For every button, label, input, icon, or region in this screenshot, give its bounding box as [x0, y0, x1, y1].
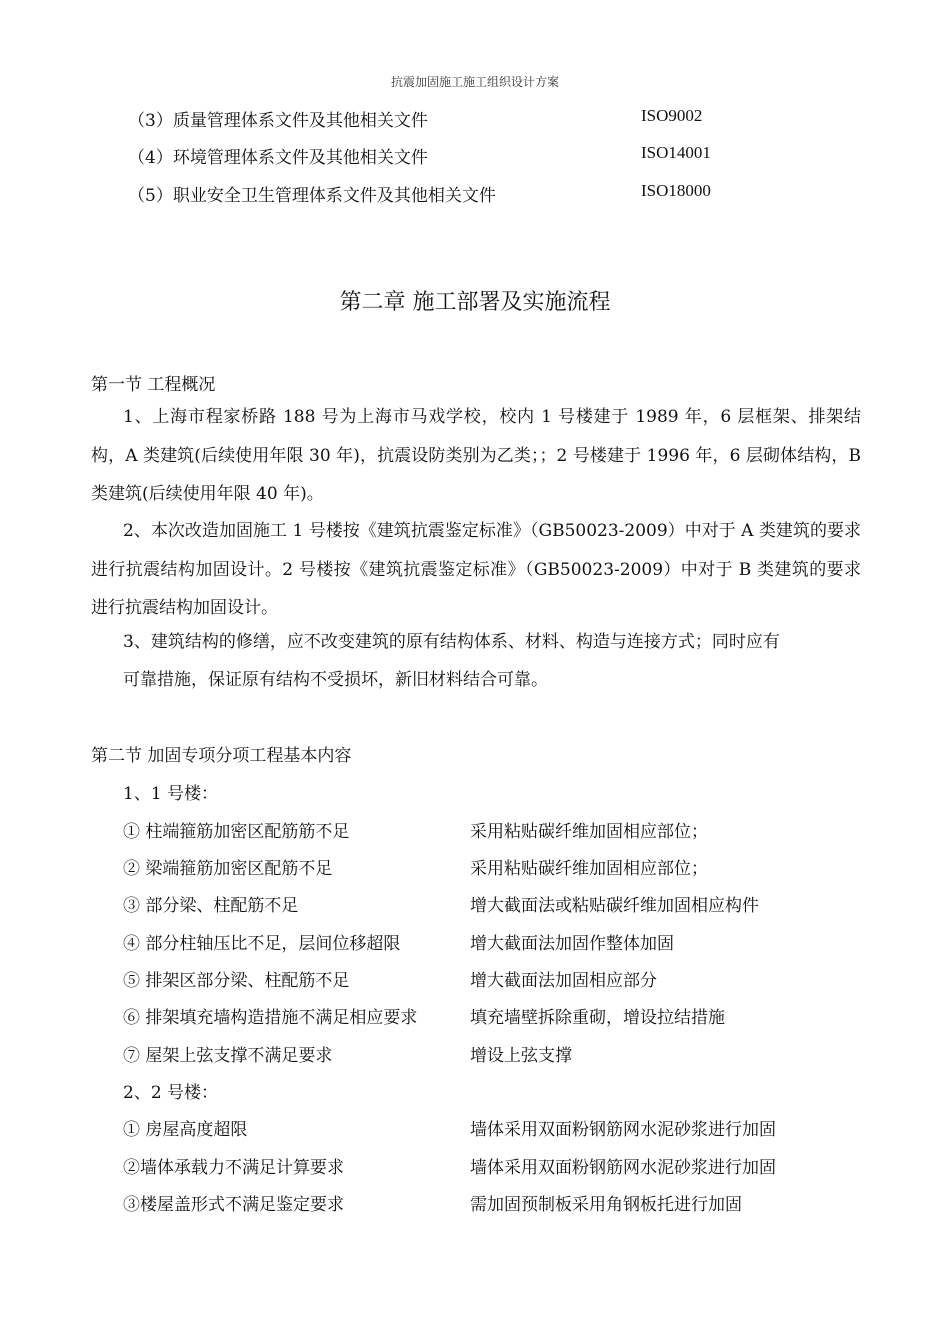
iso-list-item [128, 181, 828, 207]
list-item [123, 929, 863, 955]
measure-text: 增大截面法加固相应部分 [470, 971, 657, 991]
paragraph-2: 2、本次改造加固施工 1 号楼按《建筑抗震鉴定标准》（GB50023-2009）中对于 A 类建筑的要求进行抗震结构加固设计。2 号楼按《建筑抗震鉴定标准》（GB50023-2009）中对于 B 类建筑的要求进行抗震结构加固设计。 [91, 521, 861, 618]
section-title: 第一节 工程概况 [91, 375, 216, 395]
problem-text: ③楼屋盖形式不满足鉴定要求 [123, 1195, 344, 1215]
measure-text: 采用粘贴碳纤维加固相应部位； [470, 822, 708, 842]
iso-item-standard: ISO18000 [641, 181, 711, 200]
problem-text: ⑦ 屋架上弦支撑不满足要求 [123, 1046, 333, 1066]
problem-text: ② 梁端箍筋加密区配筋不足 [123, 859, 333, 879]
list-item [123, 854, 863, 880]
iso-item-text: （4）环境管理体系文件及其他相关文件 [128, 148, 428, 168]
iso-item-text: （3）质量管理体系文件及其他相关文件 [128, 111, 428, 131]
iso-item-standard: ISO14001 [641, 143, 711, 162]
problem-text: ① 柱端箍筋加密区配筋筋不足 [123, 822, 350, 842]
iso-item-standard: ISO9002 [641, 106, 703, 125]
paragraph-3-line-2: 可靠措施，保证原有结构不受损坏，新旧材料结合可靠。 [123, 669, 548, 690]
paragraph-1: 1、上海市程家桥路 188 号为上海市马戏学校，校内 1 号楼建于 1989 年，6 层框架、排架结构，A 类建筑(后续使用年限 30 年)，抗震设防类别为乙类；；2 号楼建于 1996 年，6 层砌体结构，B 类建筑(后续使用年限 40 年)。 [91, 407, 861, 504]
problem-text: ④ 部分柱轴压比不足，层间位移超限 [123, 934, 401, 954]
list-item [123, 1190, 863, 1216]
list-item [123, 891, 863, 917]
iso-list-item [128, 106, 828, 132]
paragraph-3-line-1: 3、建筑结构的修缮，应不改变建筑的原有结构体系、材料、构造与连接方式；同时应有 [123, 632, 780, 652]
measure-text: 增设上弦支撑 [470, 1046, 572, 1066]
list-item [123, 817, 863, 843]
measure-text: 填充墙壁拆除重砌，增设拉结措施 [470, 1008, 725, 1028]
measure-text: 墙体采用双面粉钢筋网水泥砂浆进行加固 [470, 1120, 776, 1140]
problem-text: ③ 部分梁、柱配筋不足 [123, 896, 299, 916]
iso-list-item [128, 143, 828, 169]
list-item [123, 1153, 863, 1179]
measure-text: 增大截面法加固作整体加固 [470, 934, 674, 954]
problem-text: ⑥ 排架填充墙构造措施不满足相应要求 [123, 1008, 418, 1028]
problem-text: ① 房屋高度超限 [123, 1120, 248, 1140]
iso-item-text: （5）职业安全卫生管理体系文件及其他相关文件 [128, 186, 496, 206]
list-item [123, 1041, 863, 1067]
building-1-title: 1、1 号楼： [123, 784, 219, 804]
chapter-title: 第二章 施工部署及实施流程 [339, 290, 611, 315]
measure-text: 墙体采用双面粉钢筋网水泥砂浆进行加固 [470, 1158, 776, 1178]
list-item [123, 966, 863, 992]
paragraph-3 [91, 624, 861, 699]
problem-text: ②墙体承载力不满足计算要求 [123, 1158, 344, 1178]
list-item [123, 1003, 863, 1029]
list-item [123, 1115, 863, 1141]
measure-text: 增大截面法或粘贴碳纤维加固相应构件 [470, 896, 759, 916]
page-header: 抗震加固施工施工组织设计方案 [390, 75, 559, 89]
problem-text: ⑤ 排架区部分梁、柱配筋不足 [123, 971, 350, 991]
measure-text: 需加固预制板采用角钢板托进行加固 [470, 1195, 742, 1215]
section-title: 第二节 加固专项分项工程基本内容 [91, 746, 352, 766]
measure-text: 采用粘贴碳纤维加固相应部位； [470, 859, 708, 879]
building-2-title: 2、2 号楼： [123, 1083, 219, 1103]
